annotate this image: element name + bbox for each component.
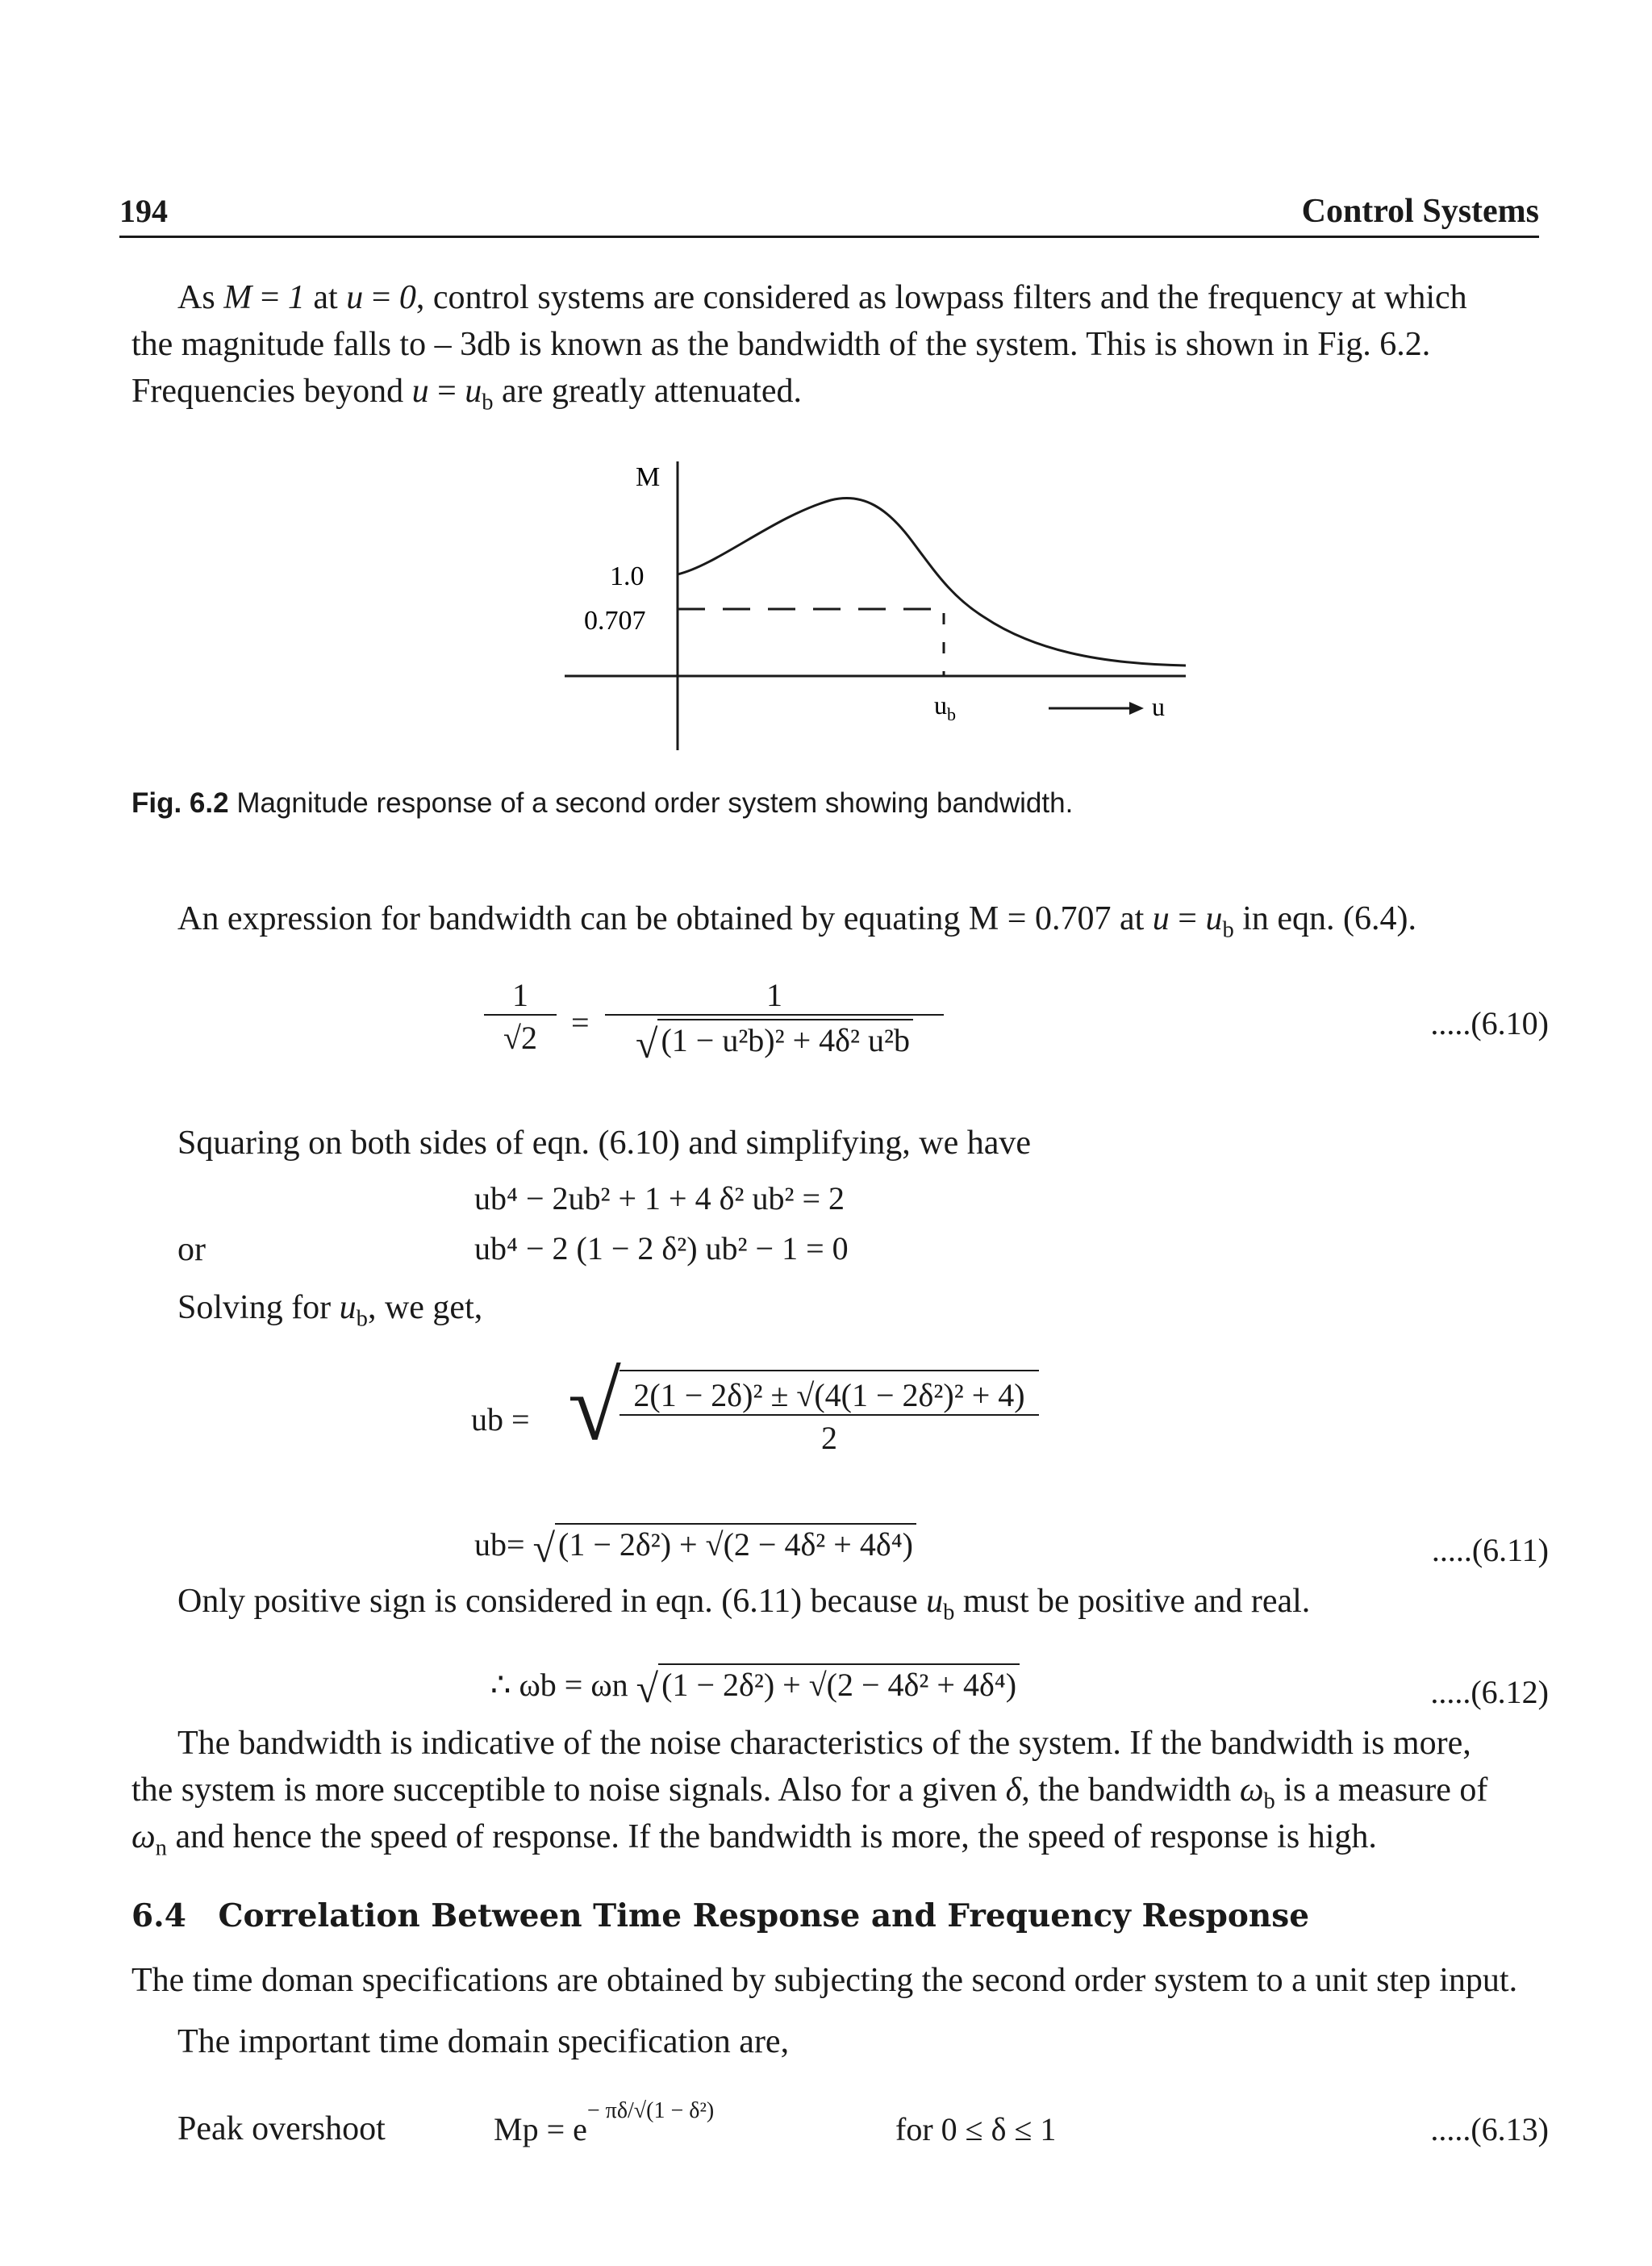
label-or: or xyxy=(177,1231,206,1268)
tick-label-1: 1.0 xyxy=(610,561,645,591)
paragraph-noise-line-1: The bandwidth is indicative of the noise characteristics of the system. If the bandwidth is more, xyxy=(177,1725,1471,1762)
eq611-rhs: (1 − 2δ²) + √(2 − 4δ² + 4δ⁴) xyxy=(555,1523,916,1563)
eq613-exponent: − πδ/√(1 − δ²) xyxy=(586,2097,715,2123)
section-number: 6.4 xyxy=(131,1897,186,1934)
paragraph-time-domain: The time doman specifications are obtained by subjecting the second order system to a unit step input. xyxy=(131,1962,1518,1999)
equation-number-6-11: .....(6.11) xyxy=(1431,1532,1549,1568)
paragraph-squaring: Squaring on both sides of eqn. (6.10) and simplifying, we have xyxy=(177,1125,1031,1162)
page-number: 194 xyxy=(119,193,168,229)
section-title: Correlation Between Time Response and Frequency Response xyxy=(218,1897,1310,1934)
eq611-lhs: ub= xyxy=(474,1526,525,1563)
paragraph-intro-line-3: Frequencies beyond $u = u_b$ are greatly attenuated. xyxy=(131,373,802,415)
y-axis-label: M xyxy=(636,462,661,492)
u-label: u xyxy=(1152,692,1165,721)
equation-6-13-condition: for 0 ≤ δ ≤ 1 xyxy=(895,2111,1057,2147)
eq613-lhs: Mp = e xyxy=(494,2111,587,2147)
eq-ub-general-numerator: 2(1 − 2δ)² ± √(4(1 − 2δ²)² + 4) xyxy=(633,1377,1025,1413)
magnitude-curve xyxy=(678,498,1186,666)
equation-squared-2: ub⁴ − 2 (1 − 2 δ²) ub² − 1 = 0 xyxy=(474,1230,849,1267)
figure-caption: Fig. 6.2 Magnitude response of a second order system showing bandwidth. xyxy=(131,787,1074,819)
paragraph-intro-line-2: the magnitude falls to – 3db is known as the bandwidth of the system. This is shown in Fig. 6.2. xyxy=(131,326,1431,363)
eq610-equals: = xyxy=(571,1004,590,1041)
eq610-lhs-numerator: 1 xyxy=(512,977,528,1013)
paragraph-positive-sign: Only positive sign is considered in eqn. (6.11) because $u_b$ must be positive and real. xyxy=(177,1583,1311,1625)
equation-6-12: ∴ ωb = ωn √ (1 − 2δ²) + √(2 − 4δ² + 4δ⁴) xyxy=(490,1665,1216,1721)
equation-6-13 xyxy=(494,2097,897,2148)
equation-number-6-10: .....(6.10) xyxy=(1430,1005,1549,1041)
header-rule xyxy=(119,236,1539,238)
running-title: Control Systems xyxy=(1301,193,1539,230)
paragraph-noise-line-2: the system is more succeptible to noise signals. Also for a given δ, the bandwidth $\omega_b$ is a measure of xyxy=(131,1771,1488,1814)
tick-label-0707: 0.707 xyxy=(584,606,646,636)
equation-squared-1: ub⁴ − 2ub² + 1 + 4 δ² ub² = 2 xyxy=(474,1180,845,1216)
paragraph-bandwidth-expression: An expression for bandwidth can be obtained by equating M = 0.707 at $u = u_b$ in eqn. (6.4). xyxy=(177,900,1417,943)
paragraph-intro-line-1: As M = 1 at u = 0, control systems are considered as lowpass filters and the frequency at which xyxy=(177,279,1467,316)
ub-label: $u_b$ xyxy=(934,691,956,724)
label-peak-overshoot: Peak overshoot xyxy=(177,2110,386,2147)
equation-number-6-13: .....(6.13) xyxy=(1430,2111,1549,2147)
eq612-lhs: ∴ ωb = ωn xyxy=(490,1667,628,1704)
eq-ub-general-denominator: 2 xyxy=(620,1414,1039,1457)
eq-ub-general-lhs: ub = xyxy=(471,1401,530,1438)
paragraph-noise-line-3: $\omega_n$ and hence the speed of response. If the bandwidth is more, the speed of response is high. xyxy=(131,1818,1377,1861)
eq610-lhs-denominator: √2 xyxy=(484,1014,557,1057)
equation-number-6-12: .....(6.12) xyxy=(1430,1674,1549,1710)
paragraph-intro xyxy=(177,274,1549,321)
paragraph-solving: Solving for $u_b$, we get, xyxy=(177,1289,483,1332)
page-header xyxy=(119,192,1539,240)
equation-ub-general: ub = √ $\frac{\text{2(1 − 2δ)² ± √(4(1 − 2δ²)² + 4)}}{2}$ xyxy=(471,1363,1052,1484)
paragraph-important-specs: The important time domain specification are, xyxy=(177,2023,790,2060)
eq612-rhs: (1 − 2δ²) + √(2 − 4δ² + 4δ⁴) xyxy=(658,1663,1020,1703)
figure-magnitude-response xyxy=(532,452,1194,758)
u-arrow-head xyxy=(1129,702,1144,715)
equation-6-11: ub= √ (1 − 2δ²) + √(2 − 4δ² + 4δ⁴) xyxy=(474,1525,1120,1581)
eq610-rhs-denominator: (1 − u²b)² + 4δ² u²b xyxy=(657,1019,913,1058)
section-heading xyxy=(131,1897,1551,1934)
equation-6-10: $\frac{1}{√2}$ = 1 √ (1 − u²b)² + 4δ² u²b xyxy=(484,976,968,1113)
eq610-rhs-numerator: 1 xyxy=(766,977,782,1013)
